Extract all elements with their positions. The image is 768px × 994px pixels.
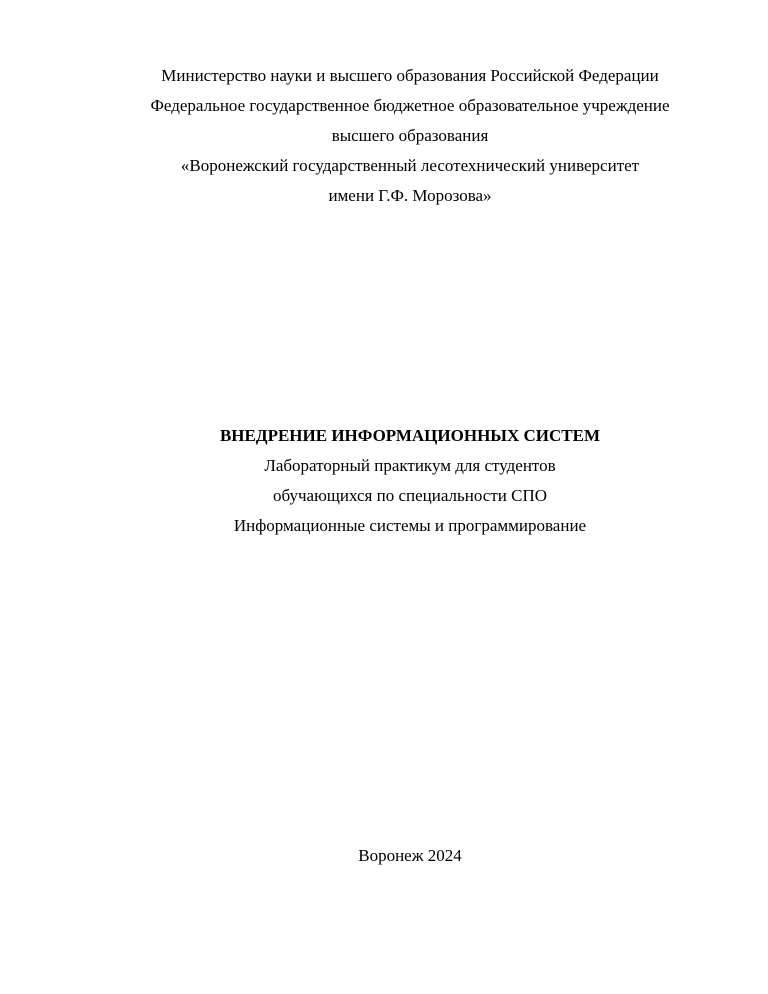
education-level-line: высшего образования: [331, 126, 489, 145]
university-name-line: «Воронежский государственный лесотехнический университет: [180, 156, 640, 175]
document-subtitle-line-1: Лабораторный практикум для студентов: [264, 456, 556, 475]
institution-type-line: Федеральное государственное бюджетное образовательное учреждение: [150, 96, 670, 115]
ministry-line: Министерство науки и высшего образования Российской Федерации: [161, 66, 659, 85]
document-subtitle-line-3: Информационные системы и программирование: [233, 516, 587, 535]
city-year: Воронеж 2024: [358, 846, 462, 865]
document-title: ВНЕДРЕНИЕ ИНФОРМАЦИОННЫХ СИСТЕМ: [219, 426, 601, 445]
document-subtitle-line-2: обучающихся по специальности СПО: [272, 486, 547, 505]
university-named-after-line: имени Г.Ф. Морозова»: [328, 186, 492, 205]
